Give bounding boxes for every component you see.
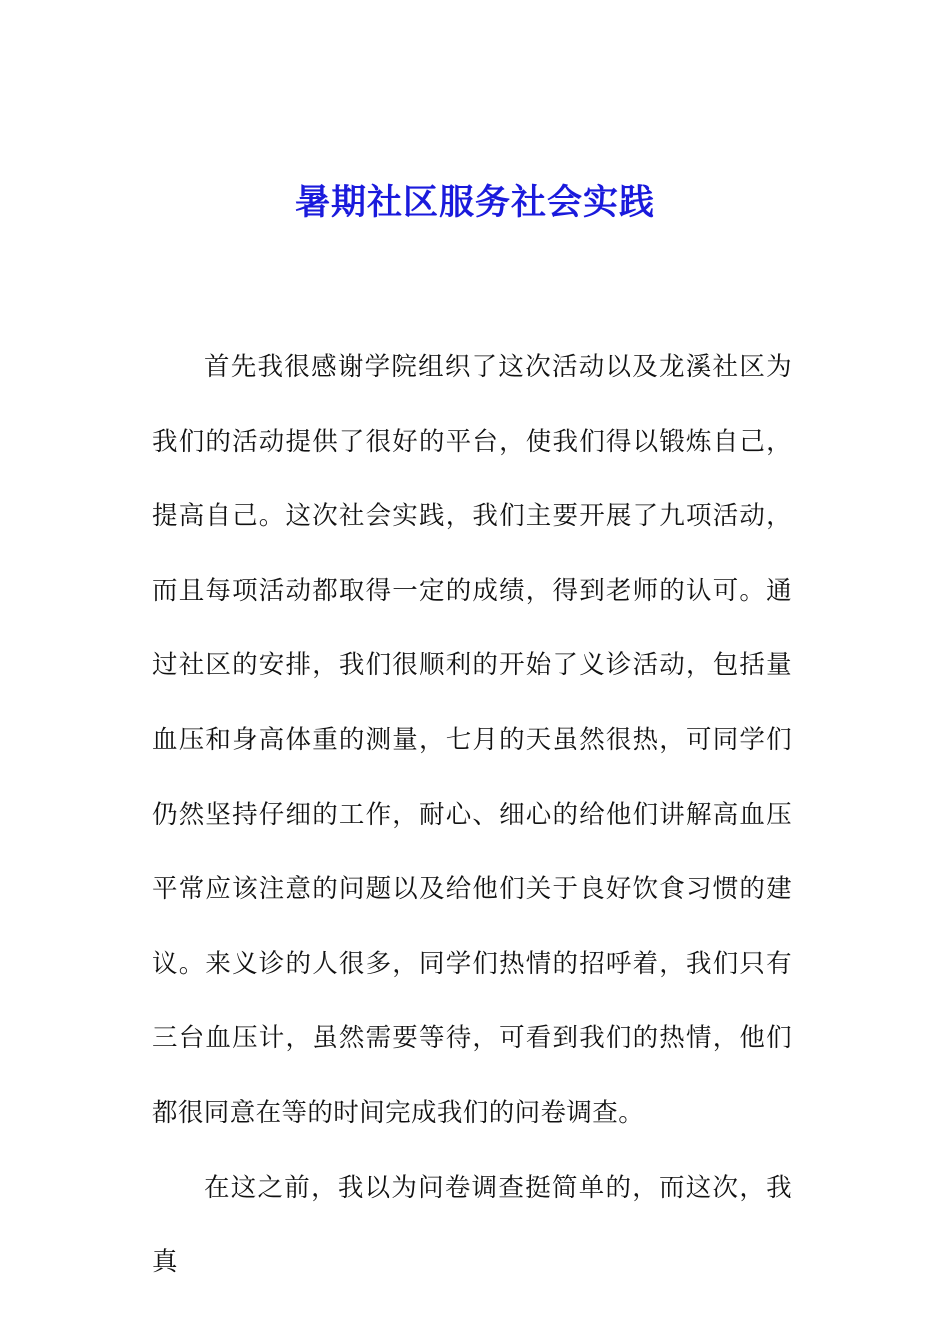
document-title: 暑期社区服务社会实践 [294,182,655,223]
document-body [152,330,792,1300]
paragraph-2: 在这之前，我以为问卷调查挺简单的，而这次，我真 [152,1172,792,1278]
paragraph-1: 首先我很感谢学院组织了这次活动以及龙溪社区为我们的活动提供了很好的平台，使我们得以锻炼自己，提高自己。这次社会实践，我们主要开展了九项活动，而且每项活动都取得一定的成绩，得到老师的认可。通过社区的安排，我们很顺利的开始了义诊活动，包括量血压和身高体重的测量，七月的天虽然很热，可同学们仍然坚持仔细的工作，耐心、细心的给他们讲解高血压平常应该注意的问题以及给他们关于良好饮食习惯的建议。来义诊的人很多，同学们热情的招呼着，我们只有三台血压计，虽然需要等待，可看到我们的热情，他们都很同意在等的时间完成我们的问卷调查。 [152,352,792,1128]
